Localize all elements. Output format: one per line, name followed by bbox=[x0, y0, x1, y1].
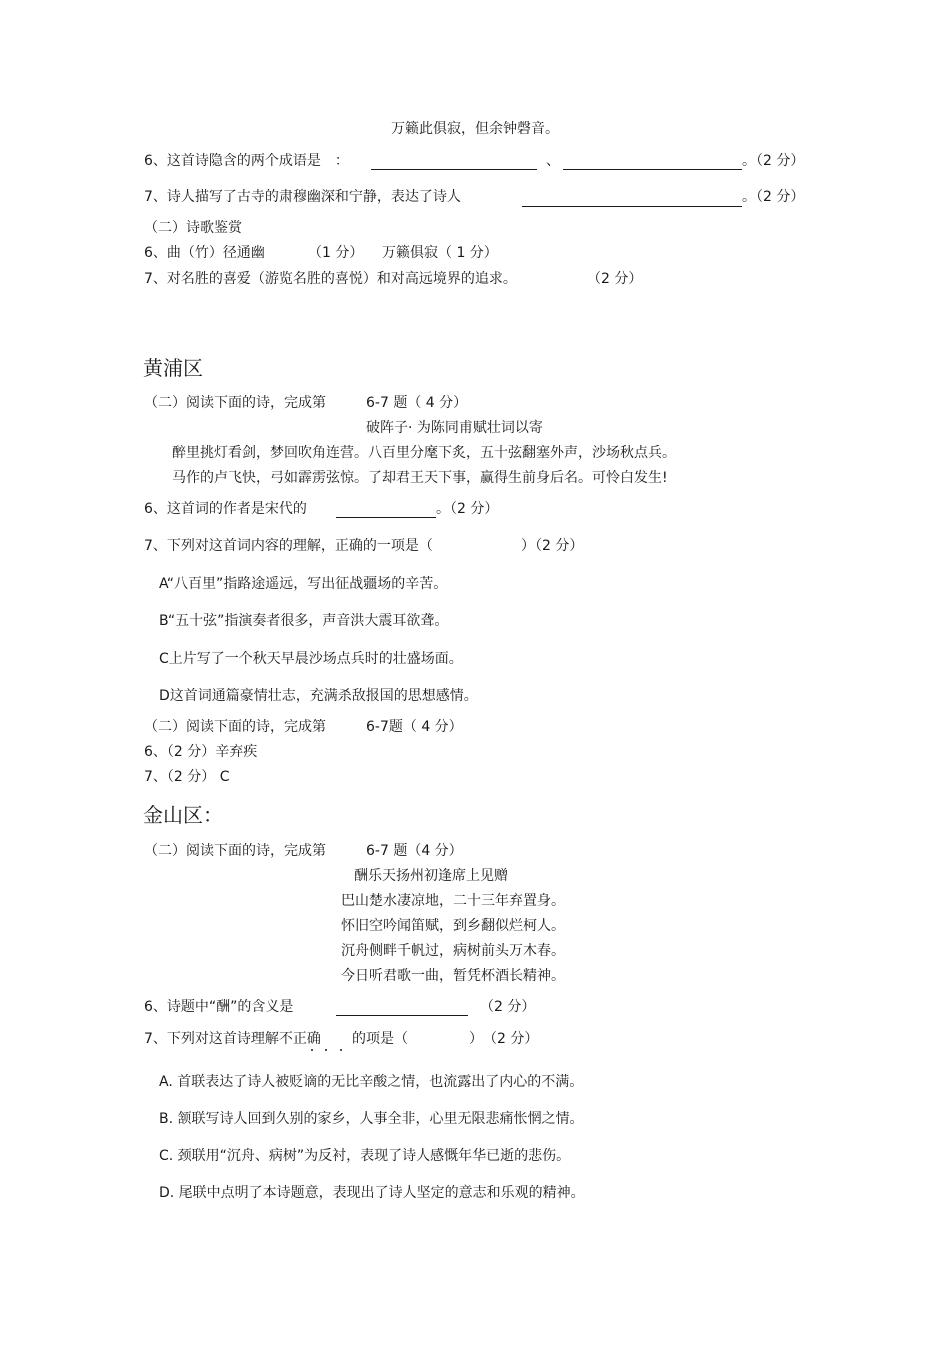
emphasis-dot bbox=[340, 1049, 342, 1051]
section-heading-jinshan: 金山区： bbox=[143, 803, 223, 827]
question-6-text: 6、这首词的作者是宋代的 bbox=[144, 501, 307, 517]
poem-line: 沉舟侧畔千帆过，病树前头万木春。 bbox=[341, 943, 565, 959]
poem-line: 怀旧空吟闻笛赋，到乡翻似烂柯人。 bbox=[341, 918, 565, 934]
option-b: B“五十弦”指演奏者很多，声音洪大震耳欲聋。 bbox=[159, 613, 449, 629]
option-b: B. 颔联写诗人回到久别的家乡，人事全非，心里无限悲痛怅惘之情。 bbox=[159, 1111, 584, 1127]
answer-section-title: （二）诗歌鉴赏 bbox=[144, 220, 242, 236]
poem-line: 巴山楚水凄凉地，二十三年弃置身。 bbox=[341, 893, 565, 909]
question-7-score: 。（2 分） bbox=[742, 189, 805, 205]
answer-6-second: 万籁俱寂（ 1 分） bbox=[382, 245, 498, 261]
answer-section-title: （二）阅读下面的诗，完成第 bbox=[144, 719, 326, 735]
answer-6-score: （1 分） bbox=[308, 245, 364, 261]
question-7-text: 7、诗人描写了古寺的肃穆幽深和宁静，表达了诗人 bbox=[144, 189, 461, 205]
instruction-range: 6-7 题（4 分） bbox=[366, 843, 463, 859]
question-6-score: 。（2 分） bbox=[742, 153, 805, 169]
poem-title: 破阵子· 为陈同甫赋壮词以寄 bbox=[366, 420, 543, 436]
answer-blank[interactable] bbox=[371, 169, 537, 170]
question-7-score: ） （2 分） bbox=[469, 1031, 539, 1047]
answer-blank[interactable] bbox=[336, 1015, 468, 1016]
option-a: A“八百里”指路途遥远，写出征战疆场的辛苦。 bbox=[159, 576, 448, 592]
answer-7: 7、（2 分） C bbox=[144, 769, 230, 785]
option-d: D这首词通篇豪情壮志，充满杀敌报国的思想感情。 bbox=[159, 688, 478, 704]
answer-section-range: 6-7题（ 4 分） bbox=[366, 719, 463, 735]
question-6-text: 6、诗题中“酬”的含义是 bbox=[144, 999, 294, 1015]
blank-separator: 、 bbox=[546, 153, 560, 169]
question-6-score: 。（2 分） bbox=[436, 501, 499, 517]
instruction: （二）阅读下面的诗，完成第 bbox=[144, 843, 326, 859]
question-7-score: ）（2 分） bbox=[521, 538, 584, 554]
poem-last-line: 万籁此俱寂，但余钟磬音。 bbox=[391, 121, 559, 137]
question-7-text-cont: 的项是（ bbox=[352, 1031, 408, 1047]
poem-line: 醉里挑灯看剑，梦回吹角连营。八百里分麾下炙，五十弦翻塞外声，沙场秋点兵。 bbox=[172, 445, 676, 461]
poem-line: 马作的卢飞快，弓如霹雳弦惊。了却君王天下事，赢得生前身后名。可怜白发生! bbox=[172, 470, 668, 486]
emphasis-dot bbox=[311, 1049, 313, 1051]
answer-6: 6、曲（竹）径通幽 bbox=[144, 245, 265, 261]
option-a: A. 首联表达了诗人被贬谪的无比辛酸之情，也流露出了内心的不满。 bbox=[159, 1074, 584, 1090]
question-6-text: 6、这首诗隐含的两个成语是 ： bbox=[144, 153, 349, 169]
answer-7-score: （2 分） bbox=[587, 271, 643, 287]
question-7-text: 7、下列对这首词内容的理解，正确的一项是（ bbox=[144, 538, 433, 554]
question-7-text: 7、下列对这首诗理解不正确 bbox=[144, 1031, 321, 1047]
answer-7: 7、对名胜的喜爱（游览名胜的喜悦）和对高远境界的追求。 bbox=[144, 271, 517, 287]
option-d: D. 尾联中点明了本诗题意，表现出了诗人坚定的意志和乐观的精神。 bbox=[159, 1185, 585, 1201]
section-heading-huangpu: 黄浦区 bbox=[143, 356, 203, 380]
answer-blank[interactable] bbox=[336, 517, 436, 518]
option-c: C. 颈联用“沉舟、病树”为反衬，表现了诗人感慨年华已逝的悲伤。 bbox=[159, 1148, 571, 1164]
answer-6: 6、（2 分）辛弃疾 bbox=[144, 744, 258, 760]
poem-line: 今日听君歌一曲，暂凭杯酒长精神。 bbox=[341, 968, 565, 984]
answer-blank[interactable] bbox=[522, 206, 742, 207]
question-6-score: （2 分） bbox=[480, 999, 536, 1015]
poem-title: 酬乐天扬州初逢席上见赠 bbox=[354, 868, 508, 884]
instruction: （二）阅读下面的诗，完成第 bbox=[144, 395, 326, 411]
emphasis-dot bbox=[325, 1049, 327, 1051]
instruction-range: 6-7 题（ 4 分） bbox=[366, 395, 468, 411]
answer-blank[interactable] bbox=[563, 169, 742, 170]
option-c: C上片写了一个秋天早晨沙场点兵时的壮盛场面。 bbox=[159, 651, 463, 667]
